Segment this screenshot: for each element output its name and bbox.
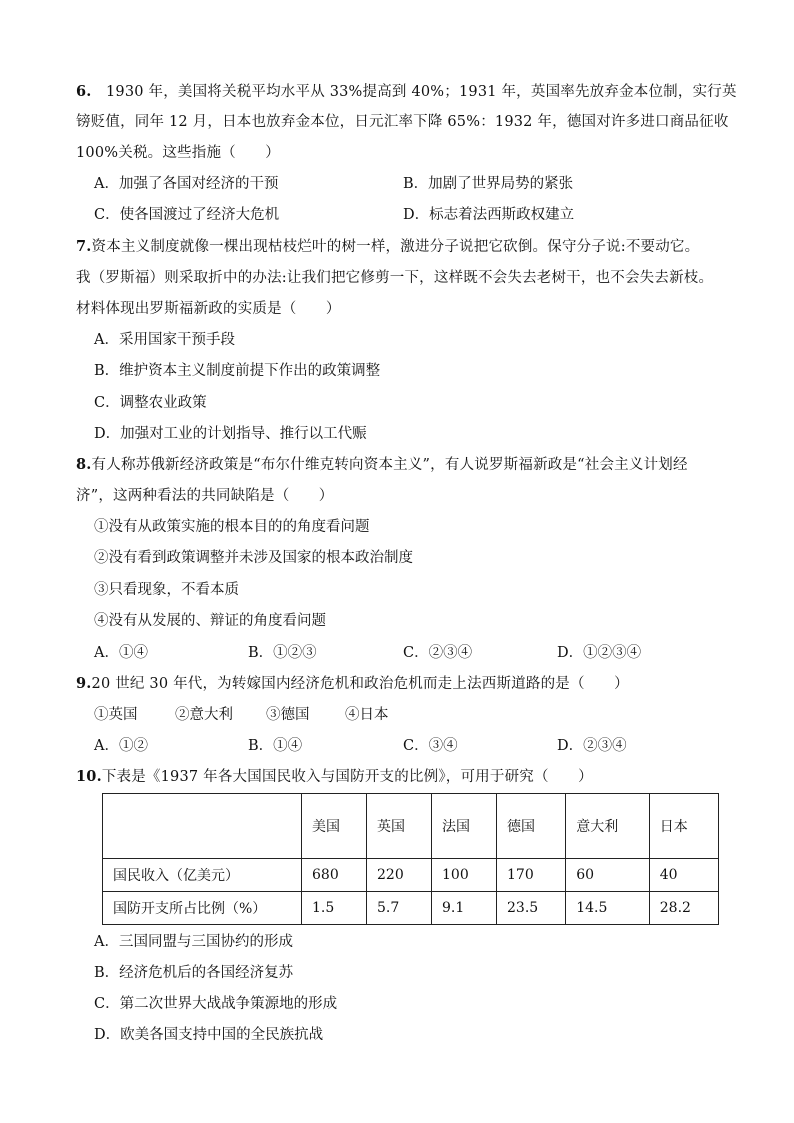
table-cell: 28.2 bbox=[649, 892, 718, 925]
question-8-item-1: ①没有从政策实施的根本目的的角度看问题 bbox=[94, 519, 370, 535]
table-header-row bbox=[103, 794, 719, 859]
table-header-cell: 法国 bbox=[432, 794, 497, 859]
question-9-option-b[interactable]: B．①④ bbox=[248, 738, 303, 754]
question-10-option-c[interactable]: C．第二次世界大战战争策源地的形成 bbox=[94, 996, 338, 1012]
question-8-option-b[interactable]: B．①②③ bbox=[248, 645, 317, 661]
question-7-line-3: 材料体现出罗斯福新政的实质是（ ） bbox=[76, 301, 341, 317]
question-8-option-c[interactable]: C．②③④ bbox=[403, 645, 473, 661]
table-cell: 220 bbox=[367, 859, 432, 892]
table-cell: 国民收入（亿美元） bbox=[103, 859, 302, 892]
table-cell: 5.7 bbox=[367, 892, 432, 925]
question-9-option-a[interactable]: A．①② bbox=[94, 738, 148, 754]
question-9-option-c[interactable]: C．③④ bbox=[403, 738, 458, 754]
question-6-line-3: 100%关税。这些指施（ ） bbox=[76, 145, 280, 161]
table-cell: 国防开支所占比例（%） bbox=[103, 892, 302, 925]
table-header-cell: 德国 bbox=[497, 794, 566, 859]
table-cell: 23.5 bbox=[497, 892, 566, 925]
question-7-number: 7. bbox=[76, 238, 92, 255]
table-cell: 170 bbox=[497, 859, 566, 892]
table-row bbox=[103, 892, 719, 925]
question-8-option-a[interactable]: A．①④ bbox=[94, 645, 148, 661]
question-7-option-a[interactable]: A．采用国家干预手段 bbox=[94, 332, 235, 348]
table-header-cell: 意大利 bbox=[566, 794, 650, 859]
table-header-cell bbox=[103, 794, 302, 859]
table-cell: 9.1 bbox=[432, 892, 497, 925]
question-9-item-3: ③德国 bbox=[266, 707, 310, 723]
income-defense-table bbox=[102, 793, 719, 925]
table-cell: 14.5 bbox=[566, 892, 650, 925]
table-cell: 60 bbox=[566, 859, 650, 892]
question-9-item-4: ④日本 bbox=[345, 707, 389, 723]
question-10-option-d[interactable]: D．欧美各国支持中国的全民族抗战 bbox=[94, 1027, 324, 1043]
question-8-item-2: ②没有看到政策调整并未涉及国家的根本政治制度 bbox=[94, 550, 413, 566]
table-cell: 100 bbox=[432, 859, 497, 892]
question-6-number: 6. bbox=[76, 83, 92, 100]
table-row bbox=[103, 859, 719, 892]
question-6-option-a[interactable]: A．加强了各国对经济的干预 bbox=[94, 176, 279, 192]
question-9-line-1 bbox=[76, 674, 629, 694]
question-6-line-2: 镑贬值，同年 12 月，日本也放弃金本位，日元汇率下降 65%：1932 年，德国对许多进口商品征收 bbox=[76, 114, 729, 130]
question-8-line-2: 济”，这两种看法的共同缺陷是（ ） bbox=[76, 488, 334, 504]
table-header-cell: 英国 bbox=[367, 794, 432, 859]
question-9-number: 9. bbox=[76, 675, 92, 692]
question-8-item-3: ③只看现象，不看本质 bbox=[94, 582, 239, 598]
question-9-option-d[interactable]: D．②③④ bbox=[557, 738, 627, 754]
question-6-line-1 bbox=[76, 82, 737, 102]
question-7-option-b[interactable]: B．维护资本主义制度前提下作出的政策调整 bbox=[94, 363, 381, 379]
question-7-line-2: 我（罗斯福）则采取折中的办法:让我们把它修剪一下，这样既不会失去老树干，也不会失去新枝。 bbox=[76, 270, 714, 286]
question-10-option-a[interactable]: A．三国同盟与三国协约的形成 bbox=[94, 934, 293, 950]
question-10-option-b[interactable]: B．经济危机后的各国经济复苏 bbox=[94, 965, 294, 981]
question-8-number: 8. bbox=[76, 456, 92, 473]
question-6-option-d[interactable]: D．标志着法西斯政权建立 bbox=[403, 207, 575, 223]
question-6-option-c[interactable]: C．使各国渡过了经济大危机 bbox=[94, 207, 280, 223]
question-6-text-1: 1930 年，美国将关税平均水平从 33%提高到 40%；1931 年，英国率先放弃金本位制，实行英 bbox=[105, 84, 737, 100]
question-8-item-4: ④没有从发展的、辩证的角度看问题 bbox=[94, 613, 326, 629]
question-9-text-1: 20 世纪 30 年代，为转嫁国内经济危机和政治危机而走上法西斯道路的是（ ） bbox=[91, 676, 629, 692]
question-7-line-1 bbox=[76, 237, 699, 257]
question-9-item-2: ②意大利 bbox=[175, 707, 233, 723]
question-9-item-1: ①英国 bbox=[94, 707, 138, 723]
question-8-line-1 bbox=[76, 455, 688, 475]
table-header-cell: 美国 bbox=[302, 794, 367, 859]
question-7-option-c[interactable]: C．调整农业政策 bbox=[94, 395, 207, 411]
table-cell: 40 bbox=[649, 859, 718, 892]
question-10-text-1: 下表是《1937 年各大国国民收入与国防开支的比例》，可用于研究（ ） bbox=[101, 769, 593, 785]
question-7-option-d[interactable]: D．加强对工业的计划指导、推行以工代赈 bbox=[94, 426, 367, 442]
question-8-text-1: 有人称苏俄新经济政策是“布尔什维克转向资本主义”，有人说罗斯福新政是“社会主义计划经 bbox=[91, 457, 688, 473]
question-6-option-b[interactable]: B．加剧了世界局势的紧张 bbox=[403, 176, 574, 192]
question-8-option-d[interactable]: D．①②③④ bbox=[557, 645, 642, 661]
question-10-number: 10. bbox=[76, 768, 102, 785]
question-7-text-1: 资本主义制度就像一棵出现枯枝烂叶的树一样，激进分子说把它砍倒。保守分子说:不要动它。 bbox=[91, 239, 700, 255]
table-cell: 1.5 bbox=[302, 892, 367, 925]
question-10-line-1 bbox=[76, 767, 593, 787]
table-cell: 680 bbox=[302, 859, 367, 892]
table-header-cell: 日本 bbox=[649, 794, 718, 859]
